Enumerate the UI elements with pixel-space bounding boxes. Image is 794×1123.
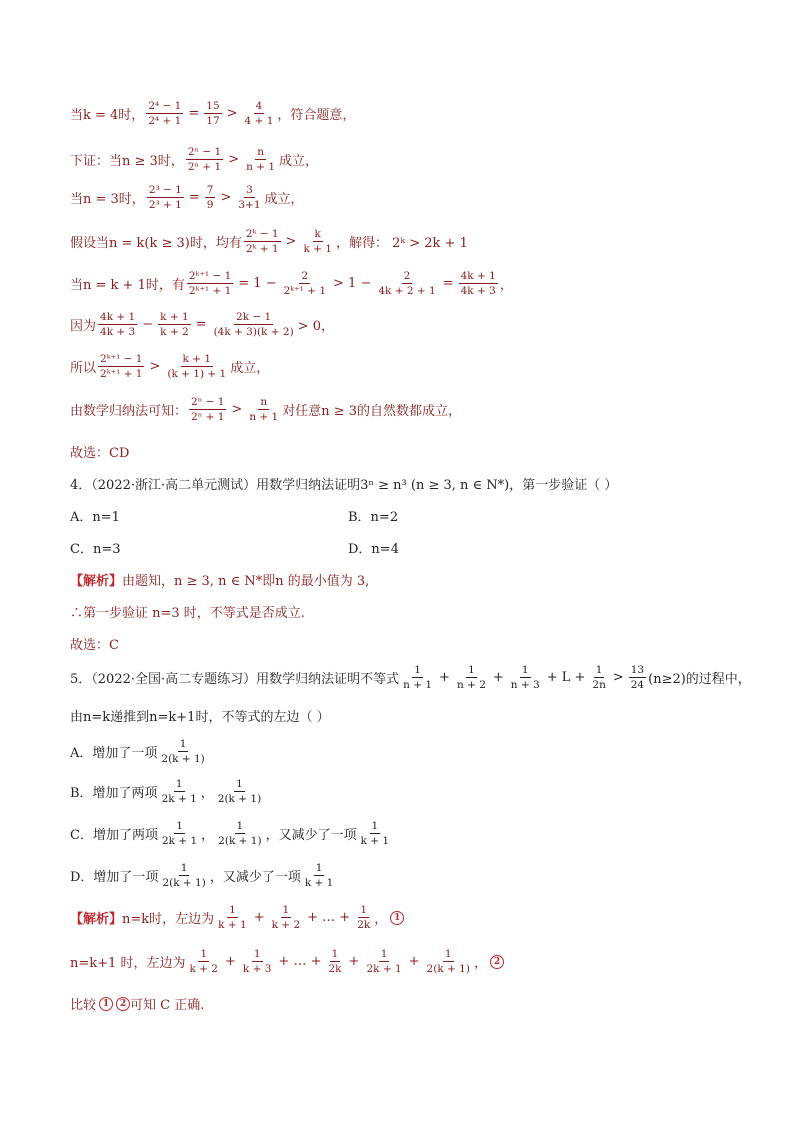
fraction [186, 146, 223, 173]
text: ， [499, 278, 513, 294]
text: 假设当n = k(k ≥ 3)时，均有 [70, 236, 242, 252]
text: ，解得： 2ᵏ > 2k + 1 [335, 236, 468, 252]
q5-option-a [70, 738, 209, 765]
denominator: 4k + 3 [460, 285, 496, 298]
denominator: 4 + 1 [244, 115, 274, 128]
text: ，又减少了一项 [265, 828, 357, 844]
circled-number-2: 2 [490, 955, 504, 969]
denominator: n + 2 [456, 679, 486, 692]
fraction [629, 664, 646, 691]
denominator: 2(k + 1) [426, 963, 470, 976]
symbol: + [408, 954, 420, 970]
q4-solution-1 [70, 570, 369, 589]
solution-tag: 【解析】 [70, 574, 123, 589]
denominator: (k + 1) + 1 [167, 368, 227, 381]
text: 成立， [230, 361, 270, 377]
fraction [455, 664, 488, 691]
denominator: 2n [592, 679, 606, 692]
fraction [243, 100, 276, 127]
numerator: 2 [299, 270, 310, 284]
denominator: k + 1 [303, 243, 332, 256]
text: 当n = k + 1时，有 [70, 278, 185, 294]
text: > 0， [297, 319, 334, 335]
denominator: 2ⁿ + 1 [187, 161, 222, 174]
denominator: n + 3 [510, 679, 540, 692]
fraction [187, 270, 233, 297]
numerator: 1 [358, 904, 369, 918]
numerator: n [258, 396, 269, 410]
text: ，符合题意， [277, 108, 356, 124]
denominator: k + 2 [271, 919, 301, 932]
fraction [147, 184, 184, 211]
numerator: 1 [443, 948, 454, 962]
numerator: k [313, 228, 323, 242]
fraction [204, 100, 221, 127]
numerator: 4k + 1 [459, 270, 498, 284]
denominator: n + 1 [403, 679, 433, 692]
symbol: = 1 − [238, 276, 277, 292]
sol3-line-3 [70, 184, 304, 211]
fraction [459, 270, 498, 297]
numerator: 2ⁿ − 1 [186, 146, 223, 160]
text: 比较 [70, 998, 97, 1013]
fraction [241, 948, 274, 975]
text: 成立， [264, 192, 304, 208]
numerator: n [255, 146, 266, 160]
text: D．增加了一项 [70, 870, 159, 886]
denominator: k + 2 [189, 963, 218, 976]
numerator: 1 [412, 664, 423, 678]
q4-option-b: B．n=2 [348, 510, 399, 525]
numerator: 2ᵏ⁺¹ − 1 [187, 270, 233, 284]
numerator: 1 [520, 664, 531, 678]
fraction [98, 353, 144, 380]
text: n=k+1 时，左边为 [70, 956, 186, 972]
sol3-line-1 [70, 100, 355, 127]
numerator: 2³ − 1 [147, 184, 184, 198]
text: 所以 [70, 361, 97, 377]
symbol: = [188, 106, 200, 122]
fraction [216, 904, 249, 931]
fraction [160, 862, 207, 889]
denominator: 2(k + 1) [217, 793, 262, 806]
numerator: 1 [174, 778, 185, 792]
fraction [165, 353, 228, 380]
symbol: + [224, 954, 236, 970]
fraction [158, 311, 191, 338]
q5-solution-3 [70, 994, 204, 1013]
fraction [216, 820, 263, 847]
fraction [244, 228, 281, 255]
numerator: 1 [314, 862, 325, 876]
fraction [359, 820, 392, 847]
fraction [236, 184, 262, 211]
numerator: 1 [466, 664, 477, 678]
sol3-line-6 [70, 311, 334, 338]
text: 因为 [70, 319, 97, 335]
text: ， [473, 956, 487, 972]
q5-stem [70, 664, 751, 691]
symbol: = [442, 276, 454, 292]
denominator: 2k + 1 [366, 963, 402, 976]
denominator: 2(k + 1) [218, 835, 262, 848]
numerator: 4k + 1 [98, 311, 137, 325]
fraction [187, 948, 220, 975]
sol3-line-7 [70, 353, 269, 380]
denominator: n + 1 [249, 411, 279, 424]
circled-number-2: 2 [116, 997, 130, 1011]
denominator: n + 1 [246, 161, 276, 174]
numerator: 1 [370, 820, 381, 834]
fraction [146, 100, 183, 127]
numerator: 15 [204, 100, 221, 114]
symbol: + L + [546, 670, 586, 686]
q5-option-c [70, 820, 393, 847]
numerator: 4 [254, 100, 265, 114]
denominator: (4k + 3)(k + 2) [213, 326, 294, 339]
q5-option-d [70, 862, 337, 889]
sol3-answer: 故选：CD [70, 446, 130, 461]
q4-answer: 故选：C [70, 638, 119, 653]
numerator: 1 [235, 820, 246, 834]
text: 当n = 3时， [70, 192, 145, 208]
text: ，又减少了一项 [209, 870, 301, 886]
text: 下证：当n ≥ 3时， [70, 154, 184, 170]
numerator: 1 [252, 948, 263, 962]
fraction [216, 778, 263, 805]
numerator: 2⁴ − 1 [146, 100, 183, 114]
symbol: + … + [307, 910, 351, 926]
fraction [355, 904, 372, 931]
symbol: = [195, 317, 207, 333]
numerator: 2ⁿ − 1 [189, 396, 226, 410]
text: 可知 C 正确. [130, 998, 205, 1013]
denominator: k + 3 [242, 963, 272, 976]
text: A．增加了一项 [70, 746, 158, 762]
text: B．增加了两项 [70, 786, 158, 802]
symbol: = [188, 190, 200, 206]
numerator: 1 [174, 820, 185, 834]
fraction [364, 948, 403, 975]
text: 由数学归纳法可知： [70, 404, 188, 420]
fraction [425, 948, 472, 975]
fraction [160, 778, 199, 805]
text: ， [374, 912, 388, 928]
text: (n≥2)的过程中， [648, 672, 751, 688]
symbol: − [142, 317, 154, 333]
q5-solution-2 [70, 948, 504, 975]
denominator: 2ᵏ⁺¹ + 1 [188, 285, 232, 298]
numerator: 1 [594, 664, 605, 678]
denominator: 2ᵏ⁺¹ + 1 [100, 368, 143, 381]
q4-option-a: A．n=1 [70, 510, 120, 525]
numerator: 1 [379, 948, 390, 962]
symbol: + [253, 910, 265, 926]
text: ， [201, 828, 215, 844]
text: 5．（2022·全国·高二专题练习）用数学归纳法证明不等式 [70, 672, 400, 688]
fraction [282, 270, 328, 297]
sol3-line-8 [70, 396, 461, 423]
q5-option-b [70, 778, 265, 805]
solution-tag: 【解析】 [70, 912, 123, 928]
symbol: + [439, 670, 450, 686]
denominator: 2k [328, 963, 342, 976]
denominator: 2³ + 1 [148, 199, 182, 212]
fraction [376, 270, 437, 297]
q5-stem-2: 由n=k递推到n=k+1时，不等式的左边（ ） [70, 710, 330, 725]
numerator: 1 [198, 948, 209, 962]
numerator: 1 [234, 778, 245, 792]
fraction [509, 664, 542, 691]
denominator: 9 [206, 199, 214, 212]
circled-number-1: 1 [390, 911, 404, 925]
fraction [98, 311, 137, 338]
q4-option-d: D．n=4 [348, 542, 399, 557]
symbol: + [348, 954, 360, 970]
symbol: > [612, 670, 624, 686]
denominator: 2ᵏ⁺¹ + 1 [283, 285, 327, 298]
denominator: k + 2 [160, 326, 189, 339]
symbol: > [285, 234, 297, 250]
text: 当k = 4时， [70, 108, 145, 124]
denominator: 2k + 1 [161, 835, 198, 848]
symbol: + … + [278, 954, 322, 970]
denominator: 3+1 [238, 199, 261, 212]
numerator: k + 1 [158, 311, 191, 325]
denominator: 2⁴ + 1 [148, 115, 182, 128]
numerator: 1 [330, 948, 341, 962]
denominator: 2k + 1 [161, 793, 197, 806]
sol3-line-2 [70, 146, 318, 173]
fraction [159, 738, 206, 765]
numerator: k + 1 [181, 353, 214, 367]
numerator: 1 [179, 862, 190, 876]
circled-number-1: 1 [99, 997, 113, 1011]
numerator: 1 [227, 904, 238, 918]
denominator: 17 [206, 115, 220, 128]
fraction [270, 904, 303, 931]
text: 由题知，n ≥ 3, n ∈ N*即n 的最小值为 3, [122, 574, 370, 589]
fraction [303, 862, 336, 889]
numerator: 7 [205, 184, 216, 198]
q5-solution-1 [70, 904, 404, 931]
denominator: 2(k + 1) [161, 753, 205, 766]
denominator: 4k + 3 [100, 326, 136, 339]
symbol: > 1 − [333, 276, 372, 292]
text: 对任意n ≥ 3的自然数都成立， [282, 404, 462, 420]
denominator: 2ᵏ + 1 [245, 243, 279, 256]
numerator: 2ᵏ − 1 [244, 228, 281, 242]
symbol: > [231, 402, 243, 418]
denominator: 2k [357, 919, 371, 932]
denominator: k + 1 [218, 919, 247, 932]
numerator: 1 [281, 904, 292, 918]
fraction [301, 228, 334, 255]
fraction [247, 396, 280, 423]
numerator: 2 [402, 270, 413, 284]
q4-option-c: C．n=3 [70, 542, 121, 557]
symbol: > [149, 359, 161, 375]
fraction [189, 396, 226, 423]
denominator: 2ⁿ + 1 [191, 411, 225, 424]
symbol: > [226, 106, 238, 122]
text: C．增加了两项 [70, 828, 158, 844]
sol3-line-4 [70, 228, 468, 255]
symbol: > [220, 190, 232, 206]
numerator: 2k − 1 [234, 311, 273, 325]
text: n=k时，左边为 [122, 912, 215, 928]
numerator: 2ᵏ⁺¹ − 1 [98, 353, 144, 367]
fraction [205, 184, 216, 211]
numerator: 3 [244, 184, 255, 198]
text: ， [200, 786, 214, 802]
q4-stem: 4．（2022·浙江·高二单元测试）用数学归纳法证明3ⁿ ≥ n³ (n ≥ 3, n ∈ N*)，第一步验证（ ） [70, 478, 618, 493]
symbol: + [492, 670, 504, 686]
text: 成立， [279, 154, 319, 170]
denominator: k + 1 [304, 877, 334, 890]
fraction [160, 820, 199, 847]
denominator: k + 1 [360, 835, 390, 848]
fraction [244, 146, 277, 173]
fraction [212, 311, 296, 338]
denominator: 24 [630, 679, 645, 692]
fraction [401, 664, 434, 691]
denominator: 4k + 2 + 1 [378, 285, 436, 298]
numerator: 13 [629, 664, 646, 678]
symbol: > [228, 152, 240, 168]
sol3-line-5 [70, 270, 513, 297]
denominator: 2(k + 1) [162, 877, 206, 890]
q4-solution-2: ∴第一步验证 n=3 时，不等式是否成立. [70, 606, 305, 621]
numerator: 1 [178, 738, 189, 752]
fraction [326, 948, 343, 975]
fraction [590, 664, 607, 691]
